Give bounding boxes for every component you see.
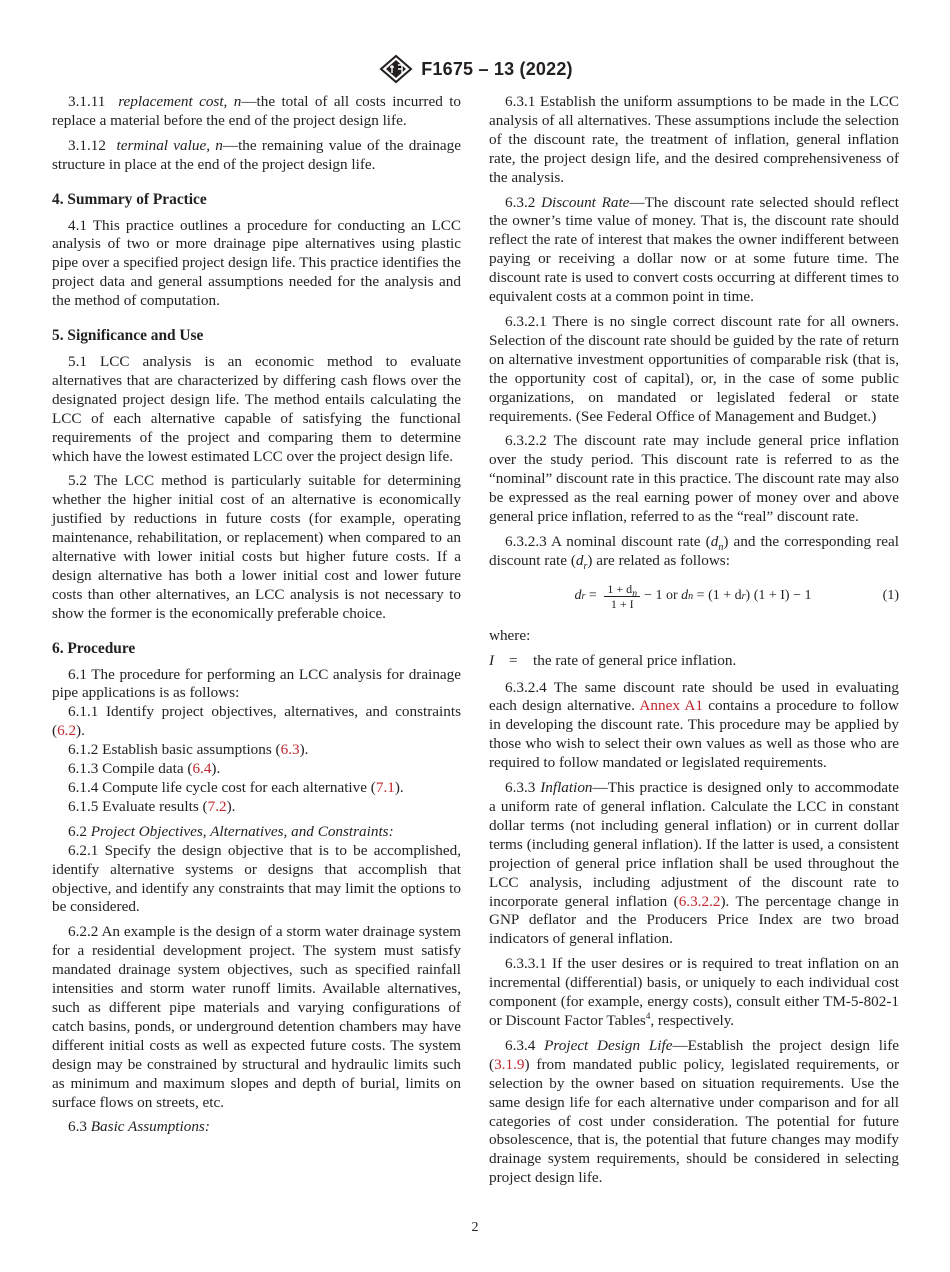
paragraph-6-3-3-1: 6.3.3.1 If the user desires or is required to treat inflation on an incremental (differential) basis, or uniquely to each individual cost component (for example, energy costs), consult either TM-5-802-1 or Discount Factor Tables$^4$, respectively. <box>489 955 899 1029</box>
page-header <box>0 52 950 86</box>
equation-1 <box>489 579 899 615</box>
paragraph-6-1: 6.1 The procedure for performing an LCC analysis for drainage pipe applications is as follows: <box>52 665 461 702</box>
paragraph-6-3-3: 6.3.3 Inflation—This practice is designed only to accommodate a uniform rate of general inflation. Calculate the LCC in constant dollar terms (not including general inflation) or in current dollar terms (including general inflation). If the latter is used, a consistent projection of general price inflation shall be used throughout the LCC analysis, including adjustment of the discount rate to incorporate general inflation (6.3.2.2). The percentage change in GNP deflator and the Producers Price Index are two broad indicators of general inflation. <box>489 779 899 948</box>
paragraph-6-3: 6.3 Basic Assumptions: <box>68 1118 210 1136</box>
astm-logo-icon <box>377 54 415 84</box>
paragraph-6-3-2-1: 6.3.2.1 There is no single correct discount rate for all owners. Selection of the discount rate should be guided by the rate of return on alternative investment opportunities of comparable risk (that is, the opportunity cost of capital), or, in the case of some public organizations, on mandated or legislated federal or state requirements. (See Federal Office of Management and Budget.) <box>489 312 899 425</box>
variable-definition <box>489 652 899 671</box>
paragraph-6-3-2: 6.3.2 Discount Rate—The discount rate selected should reflect the owner’s time value of money. That is, the discount rate should reflect the rate of interest that makes the owner indifferent between paying or receiving a dollar now or at some future time. The discount rate is used to convert costs occurring at different times to equivalent costs at a common point in time. <box>489 193 900 306</box>
right-column <box>489 93 899 1194</box>
definition-symbol: I <box>489 651 495 669</box>
ref-link-6-2[interactable]: 6.2 <box>57 722 77 740</box>
equation-number: (1) <box>882 588 899 604</box>
ref-link-annex-a1[interactable]: Annex A1 <box>639 697 703 715</box>
ref-link-6-3[interactable]: 6.3 <box>280 741 300 759</box>
paragraph-6-3-2-3: 6.3.2.3 A nominal discount rate $(d_n)$ and the corresponding real discount rate $(d_r)$ are related as follows: <box>489 532 899 572</box>
definition-equals: = <box>509 651 518 669</box>
paragraph-5-2: 5.2 The LCC method is particularly suitable for determining whether the higher initial cost of an alternative is economically justified by reductions in future costs (for example, operating maintenance, rehabilitation, or replacement) when compared to an alternative with lower initial costs but higher future costs. If a design alternative has both a lower initial cost and lower future costs than other alternatives, an LCC analysis is not necessary to show the former is the economically preferable choice. <box>52 472 461 622</box>
step-6-1-4: 6.1.4 Compute life cycle cost for each alternative (7.1). <box>68 779 404 796</box>
paragraph-3-1-11: 3.1.11 replacement cost, n—the total of all costs incurred to replace a material before the end of the project design life. <box>52 93 462 129</box>
equation-body: d r = $\frac{1 + d_n}{1 + I}$ − 1 or d n = (1 + d r ) (1 + I) − 1 <box>574 582 812 612</box>
paragraph-6-2: 6.2 Project Objectives, Alternatives, and Constraints: <box>68 822 394 840</box>
paragraph-6-3-2-2: 6.3.2.2 The discount rate may include general price inflation over the study period. This discount rate is referred to as the “nominal” discount rate in this practice. The discount rate may also be expressed as the real earning power of money over and above general price inflation, referred to as the “real” discount rate. <box>489 432 899 526</box>
paragraph-6-3-4: 6.3.4 Project Design Life—Establish the project design life (3.1.9) from mandated public policy, legislated requirements, or selection by the owner based on situation requirements. Use the same design life for each alternative under comparison and for all categories of cost under consideration. The potential for future obsolescence, that is, the potential that future changes may modify drainage system requirements, should be considered in selecting project design life. <box>489 1036 900 1187</box>
step-6-1-5: 6.1.5 Evaluate results (7.2). <box>68 797 236 815</box>
ref-link-7-2[interactable]: 7.2 <box>207 797 227 815</box>
paragraph-6-2-2: 6.2.2 An example is the design of a storm water drainage system for a residential development project. The system must satisfy mandated drainage system objectives, such as specified rainfall intensities and storm water runoff limits. Available alternatives, such as different pipe materials and varying configurations of catch basins, ponds, or underground detention chambers may have different initial costs as well as expected future costs. The system design may be constrained by structural and hydraulic limits such as minimum and maximum slopes and depth of burial, limits on surface flows on streets, etc. <box>52 923 461 1111</box>
section-heading-6: 6. Procedure <box>52 639 136 657</box>
step-6-1-1: 6.1.1 Identify project objectives, alternatives, and constraints (6.2). <box>52 703 461 740</box>
page-number: 2 <box>471 1220 479 1235</box>
where-label: where: <box>489 626 531 644</box>
definition-text: the rate of general price inflation. <box>533 651 737 669</box>
paragraph-6-3-1: 6.3.1 Establish the uniform assumptions to be made in the LCC analysis of all alternatives. These assumptions include the selection of the discount rate, the treatment of inflation, general inflation rate, the project design life, and the desired comprehensiveness of the analysis. <box>489 93 899 186</box>
ref-link-3-1-9[interactable]: 3.1.9 <box>494 1055 525 1073</box>
section-heading-4: 4. Summary of Practice <box>52 190 207 208</box>
left-column <box>52 93 461 1143</box>
equation-fraction: $\frac{1 + d_n}{1 + I}$ <box>604 582 640 611</box>
paragraph-6-3-2-4: 6.3.2.4 The same discount rate should be used in evaluating each design alternative. Annex A1 contains a procedure to follow in developing the discount rate. This procedure may be applied by those who wish to select their own values as well as those who are required to follow mandated or legislated requirements. <box>489 678 899 772</box>
paragraph-5-1: 5.1 LCC analysis is an economic method to evaluate alternatives that are characterized by differing cash flows over the designated project design life. The method entails calculating the LCC of each alternative capable of satisfying the functional requirements of the project and comparing them to determine which have the lowest estimated LCC over the project design life. <box>52 352 461 465</box>
section-heading-5: 5. Significance and Use <box>52 327 204 345</box>
paragraph-4-1: 4.1 This practice outlines a procedure for conducting an LCC analysis of two or more drainage pipe alternatives using plastic pipe over a specified project design life. This practice identifies the project data and general assumptions needed for the analysis and the method of computation. <box>52 216 461 310</box>
ref-link-6-3-2-2[interactable]: 6.3.2.2 <box>678 892 721 910</box>
step-6-1-2: 6.1.2 Establish basic assumptions (6.3). <box>68 741 309 759</box>
standard-designation: F1675 – 13 (2022) <box>421 58 573 79</box>
paragraph-3-1-12: 3.1.12 terminal value, n—the remaining value of the drainage structure in place at the end of the project design life. <box>52 136 461 173</box>
ref-link-6-4[interactable]: 6.4 <box>192 760 212 778</box>
step-6-1-3: 6.1.3 Compile data (6.4). <box>68 760 221 778</box>
paragraph-6-2-1: 6.2.1 Specify the design objective that is to be accomplished, identify alternative systems or designs that accomplish that objective, and identify any constraints that may limit the options to be considered. <box>52 841 461 916</box>
ref-link-7-1[interactable]: 7.1 <box>375 779 395 796</box>
